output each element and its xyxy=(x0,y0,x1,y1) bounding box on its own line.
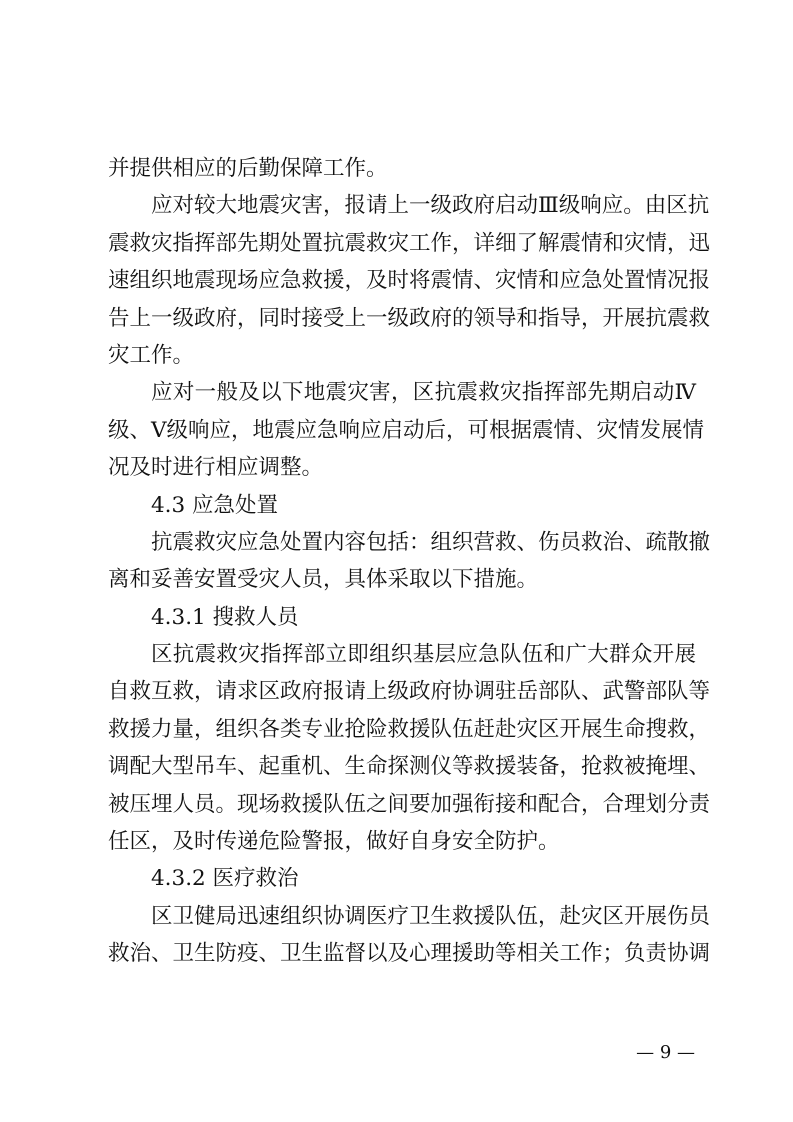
text-line: 4.3.1 搜救人员 xyxy=(151,604,299,630)
text-line: 速组织地震现场应急救援，及时将震情、灾情和应急处置情况报 xyxy=(108,268,711,294)
text-line: 况及时进行相应调整。 xyxy=(108,455,324,481)
text-line: 任区，及时传递危险警报，做好自身安全防护。 xyxy=(108,829,560,855)
text-line: 救援力量，组织各类专业抢险救援队伍赶赴灾区开展生命搜救， xyxy=(108,716,711,742)
text-line: 应对一般及以下地震灾害，区抗震救灾指挥部先期启动Ⅳ xyxy=(151,380,696,406)
text-line: 自救互救，请求区政府报请上级政府协调驻岳部队、武警部队等 xyxy=(108,679,711,705)
page-number: — 9 — xyxy=(636,1042,695,1063)
text-line: 应对较大地震灾害，报请上一级政府启动Ⅲ级响应。由区抗 xyxy=(151,193,710,219)
body-text xyxy=(108,150,711,973)
text-line: 4.3 应急处置 xyxy=(151,492,279,518)
text-line: 级、Ⅴ级响应，地震应急响应启动后，可根据震情、灾情发展情 xyxy=(108,417,705,443)
text-line: 区卫健局迅速组织协调医疗卫生救援队伍，赴灾区开展伤员 xyxy=(151,903,711,929)
text-line: 区抗震救灾指挥部立即组织基层应急队伍和广大群众开展 xyxy=(151,642,696,668)
text-line: 离和妥善安置受灾人员，具体采取以下措施。 xyxy=(108,567,539,593)
text-line: 并提供相应的后勤保障工作。 xyxy=(108,156,388,181)
text-line: 调配大型吊车、起重机、生命探测仪等救援装备，抢救被掩埋、 xyxy=(108,754,711,780)
text-line: 震救灾指挥部先期处置抗震救灾工作，详细了解震情和灾情，迅 xyxy=(108,230,711,256)
text-line: 抗震救灾应急处置内容包括：组织营救、伤员救治、疏散撤 xyxy=(151,529,711,555)
text-line: 被压埋人员。现场救援队伍之间要加强衔接和配合，合理划分责 xyxy=(108,791,711,817)
text-line: 救治、卫生防疫、卫生监督以及心理援助等相关工作；负责协调 xyxy=(108,941,711,967)
text-line: 4.3.2 医疗救治 xyxy=(151,866,299,892)
text-line: 告上一级政府，同时接受上一级政府的领导和指导，开展抗震救 xyxy=(108,305,711,331)
text-line: 灾工作。 xyxy=(108,342,195,368)
